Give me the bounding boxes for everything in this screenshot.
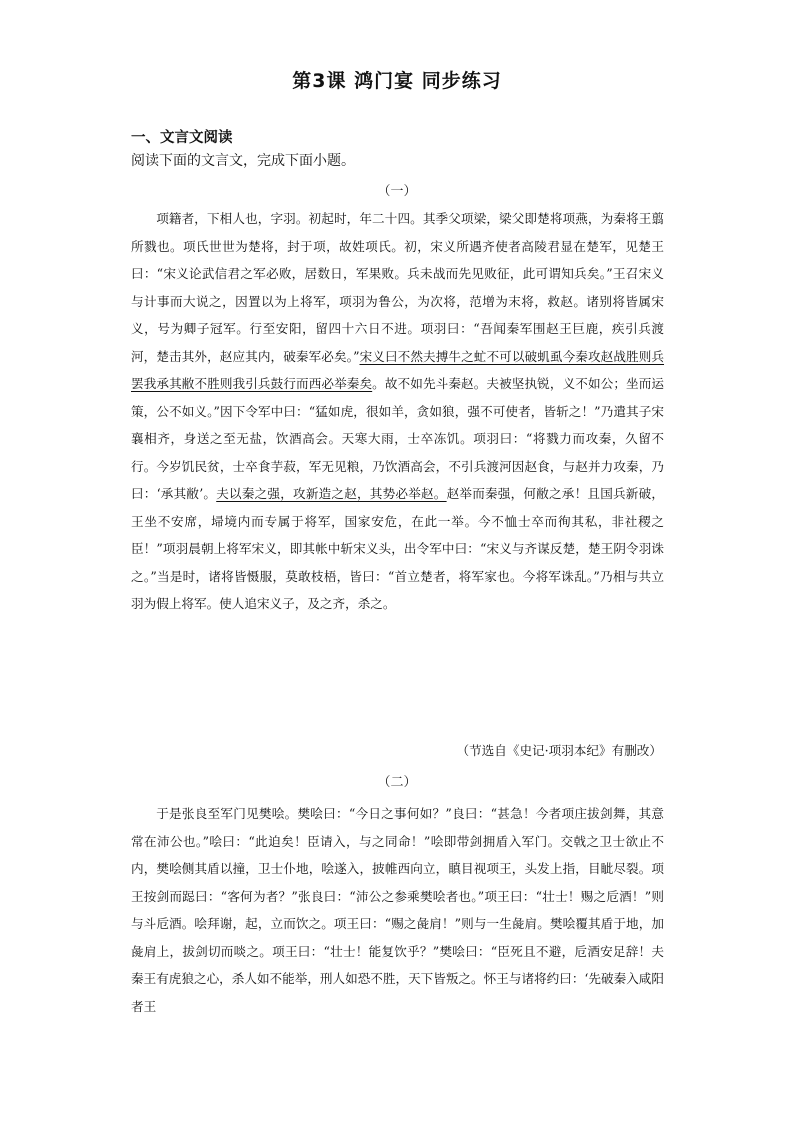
passage-one-paragraph [131, 205, 664, 618]
part-one-label: （一） [377, 184, 417, 199]
passage-two [131, 800, 664, 1020]
page-title: 第3课 鸿门宴 同步练习 [292, 70, 502, 92]
underlined-sentence-two: 夫以秦之强，攻新造之赵，其势必举赵。 [216, 486, 447, 501]
section-heading: 一、文言文阅读 [131, 130, 233, 146]
passage-two-paragraph: 于是张良至军门见樊哙。樊哙曰：“今日之事何如？”良曰：“甚急！今者项庄拔剑舞，其意常在沛公也。”哙曰：“此迫矣！臣请入，与之同命！”哙即带剑拥盾入军门。交戟之卫士欲止不内，樊哙侧其盾以撞，卫士仆地，哙遂入，披帷西向立，瞋目视项王，头发上指，目眦尽裂。项王按剑而跽曰：“客何为者？”张良曰：“沛公之参乘樊哙者也。”项王曰：“壮士！赐之卮酒！”则与斗卮酒。哙拜谢，起，立而饮之。项王曰：“赐之彘肩！”则与一生彘肩。樊哙覆其盾于地，加彘肩上，拔剑切而啖之。项王曰：“壮士！能复饮乎？”樊哙曰：“臣死且不避，卮酒安足辞！夫秦王有虎狼之心，杀人如不能举，刑人如恐不胜，天下皆叛之。怀王与诸将约曰：‘先破秦入咸阳者王 [131, 806, 664, 1014]
instruction-text: 阅读下面的文言文，完成下面小题。 [131, 153, 355, 169]
passage-one-text-c: 赵举而秦强，何敝之承！且国兵新破，王坐不安席，埽境内而专属于将军，国家安危，在此一举。今不恤士卒而徇其私，非社稷之臣！”项羽晨朝上将军宋义，即其帐中斩宋义头，出令军中曰：“宋义与齐谋反楚，楚王阴令羽诛之。”当是时，诸将皆慑服，莫敢枝梧，皆曰：“首立楚者，将军家也。今将军诛乱。”乃相与共立羽为假上将军。使人追宋义子，及之齐，杀之。 [131, 486, 664, 611]
passage-one [131, 205, 664, 618]
part-two-label: （二） [377, 775, 417, 790]
passage-one-text-a: 项籍者，下相人也，字羽。初起时，年二十四。其季父项梁，梁父即楚将项燕，为秦将王翦所戮也。项氏世世为楚将，封于项，故姓项氏。初，宋义所遇齐使者高陵君显在楚军，见楚王曰：“宋义论武信君之军必败，居数日，军果败。兵未战而先见败征，此可谓知兵矣。”王召宋义与计事而大说之，因置以为上将军，项羽为鲁公，为次将，范增为末将，救赵。诸别将皆属宋义，号为卿子冠军。行至安阳，留四十六日不进。项羽曰：“吾闻秦军围赵王巨鹿，疾引兵渡河，楚击其外，赵应其内，破秦军必矣。” [131, 211, 664, 364]
passage-source: （节选自《史记·项羽本纪》有删改） [456, 743, 662, 758]
passage-one-text-b: 。故不如先斗秦赵。夫被坚执锐，义不如公；坐而运策，公不如义。”因下令军中曰：“猛如虎，很如羊，贪如狼，强不可使者，皆斩之！”乃遣其子宋襄相齐，身送之至无盐，饮酒高会。天寒大雨，士卒冻饥。项羽曰：“将戮力而攻秦，久留不行。今岁饥民贫，士卒食芋菽，军无见粮，乃饮酒高会，不引兵渡河因赵食，与赵并力攻秦，乃曰：‘承其敝’。 [131, 376, 665, 501]
underlined-sentence-one: 宋义曰不然夫搏牛之虻不可以破虮虱今秦攻赵战胜则兵罢我承其敝不胜则我引兵鼓行而西必举秦矣 [131, 348, 665, 391]
